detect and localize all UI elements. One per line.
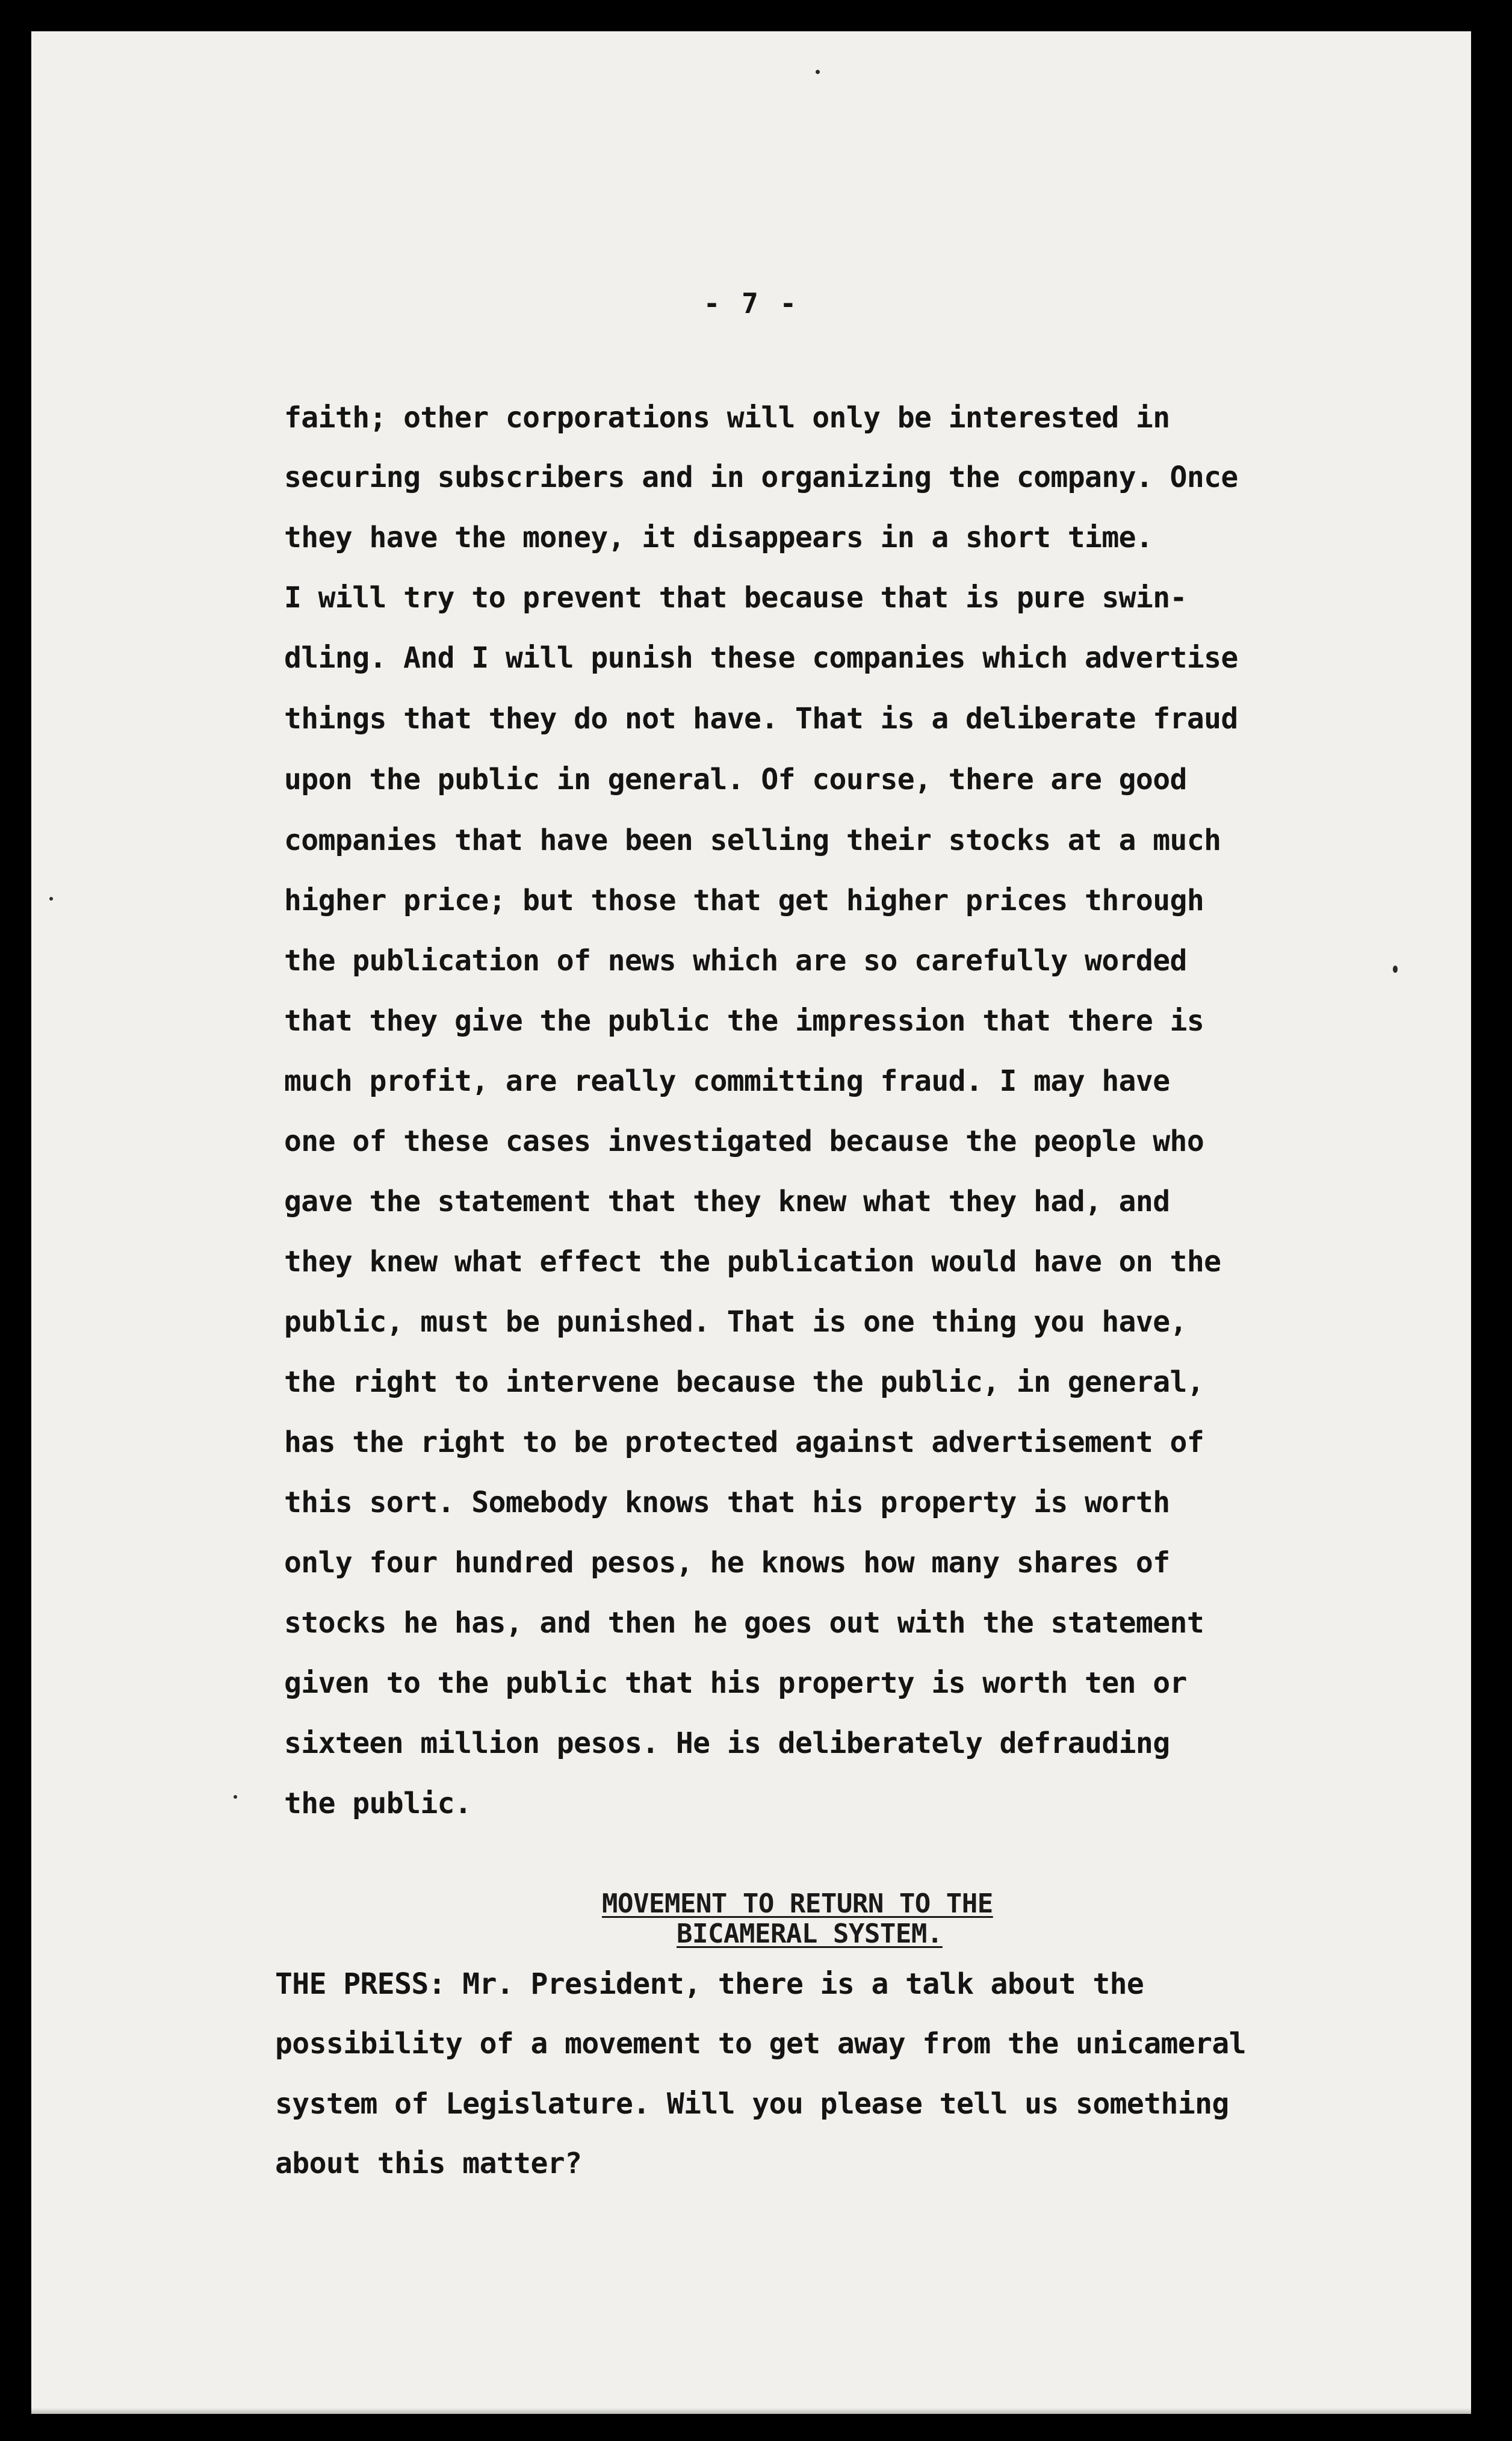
text-line: companies that have been selling their stocks at a much — [284, 823, 1221, 857]
text-line: stocks he has, and then he goes out with the statement — [284, 1606, 1204, 1640]
text-line: public, must be punished. That is one thing you have, — [284, 1305, 1187, 1339]
section-heading-line: MOVEMENT TO RETURN TO THE — [602, 1888, 993, 1919]
text-line: they have the money, it disappears in a short time. — [284, 521, 1153, 554]
document-page — [31, 31, 1471, 2414]
text-line: this sort. Somebody knows that his property is worth — [284, 1486, 1170, 1519]
text-line: only four hundred pesos, he knows how many shares of — [284, 1546, 1170, 1580]
text-line: sixteen million pesos. He is deliberately defrauding — [284, 1726, 1170, 1760]
text-line: possibility of a movement to get away from the unicameral — [275, 2027, 1247, 2061]
paper-speck — [49, 897, 53, 901]
page-bottom-edge — [31, 2408, 1471, 2414]
text-line: one of these cases investigated because the people who — [284, 1124, 1204, 1158]
section-heading-line: BICAMERAL SYSTEM. — [677, 1918, 943, 1949]
text-line: the publication of news which are so carefully worded — [284, 944, 1187, 978]
text-line: THE PRESS: Mr. President, there is a talk about the — [275, 1967, 1144, 2001]
text-line: given to the public that his property is worth ten or — [284, 1666, 1187, 1700]
text-line: has the right to be protected against advertisement of — [284, 1425, 1204, 1459]
text-line: that they give the public the impression that there is — [284, 1004, 1204, 1038]
text-line: things that they do not have. That is a deliberate fraud — [284, 702, 1238, 736]
text-line: faith; other corporations will only be interested in — [284, 401, 1170, 435]
text-line: upon the public in general. Of course, there are good — [284, 763, 1187, 796]
text-line: securing subscribers and in organizing the company. Once — [284, 461, 1238, 494]
paper-speck — [234, 1795, 237, 1799]
text-line: system of Legislature. Will you please tell us something — [275, 2087, 1229, 2121]
text-line: much profit, are really committing fraud. I may have — [284, 1064, 1170, 1098]
page-number: - 7 - — [703, 287, 799, 320]
text-line: about this matter? — [275, 2147, 582, 2180]
paper-speck — [816, 70, 820, 74]
text-line: the public. — [284, 1787, 472, 1820]
text-line: the right to intervene because the public, in general, — [284, 1365, 1204, 1399]
text-line: gave the statement that they knew what they had, and — [284, 1185, 1170, 1218]
text-line: they knew what effect the publication would have on the — [284, 1245, 1221, 1279]
text-line: dling. And I will punish these companies which advertise — [284, 641, 1238, 675]
paper-speck — [1393, 966, 1398, 973]
text-line: I will try to prevent that because that is pure swin- — [284, 581, 1187, 615]
text-line: higher price; but those that get higher prices through — [284, 884, 1204, 917]
